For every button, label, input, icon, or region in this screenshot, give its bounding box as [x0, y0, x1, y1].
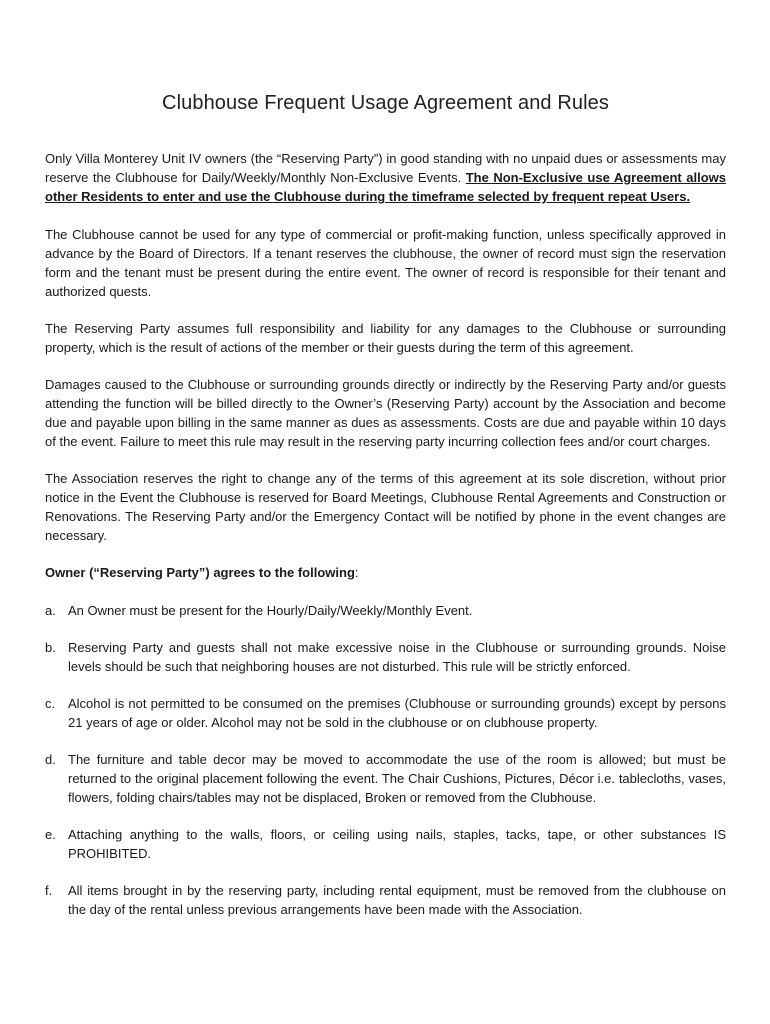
rule-marker: d.	[45, 752, 56, 767]
intro-emphasis: The Non-Exclusive use Agreement allows other Residents to enter and use the Clubhouse during the timeframe selected by frequent repeat Users.	[45, 170, 726, 204]
owner-agreement-heading	[45, 563, 726, 582]
rule-text: An Owner must be present for the Hourly/Daily/Weekly/Monthly Event.	[68, 603, 473, 618]
document-title: Clubhouse Frequent Usage Agreement and Rules	[162, 92, 609, 114]
rule-item-f	[45, 881, 726, 919]
intro-text: Only Villa Monterey Unit IV owners (the “Reserving Party”) in good standing with no unpaid dues or assessments may reserve the Clubhouse for Daily/Weekly/Monthly Non-Exclusive Events.	[45, 151, 726, 185]
rule-text: Alcohol is not permitted to be consumed on the premises (Clubhouse or surrounding grounds) except by persons 21 years of age or older. Alcohol may not be sold in the clubhouse or on clubhouse property.	[68, 696, 726, 730]
rule-marker: c.	[45, 696, 56, 711]
rule-text: Attaching anything to the walls, floors, or ceiling using nails, staples, tacks, tape, or other substances IS PROHIBITED.	[68, 827, 726, 861]
rule-marker: f.	[45, 883, 53, 898]
owner-heading-bold: Owner (“Reserving Party”) agrees to the following	[45, 565, 355, 580]
rule-marker: a.	[45, 603, 56, 618]
rule-text: Reserving Party and guests shall not make excessive noise in the Clubhouse or surrounding grounds. Noise levels should be such that neighboring houses are not disturbed. This rule will be strictly enforced.	[68, 640, 726, 674]
owner-heading-suffix: :	[354, 565, 359, 580]
rule-marker: e.	[45, 827, 56, 842]
paragraph-liability: The Reserving Party assumes full responsibility and liability for any damages to the Clubhouse or surrounding property, which is the result of actions of the member or their guests during the term of this agreement.	[45, 321, 726, 355]
document-page	[45, 92, 726, 937]
rule-marker: b.	[45, 640, 56, 655]
rule-text: All items brought in by the reserving party, including rental equipment, must be removed from the clubhouse on the day of the rental unless previous arrangements have been made with the Association.	[68, 883, 726, 917]
rule-item-c	[45, 694, 726, 732]
intro-paragraph	[45, 149, 726, 206]
paragraph-damages: Damages caused to the Clubhouse or surrounding grounds directly or indirectly by the Reserving Party and/or guests attending the function will be billed directly to the Owner’s (Reserving Party) account by the Association and become due and payable upon billing in the same manner as dues as assessments. Costs are due and payable within 10 days of the event. Failure to meet this rule may result in the reserving party incurring collection fees and/or court charges.	[45, 377, 726, 449]
rules-list	[45, 601, 726, 919]
rule-item-e	[45, 825, 726, 863]
rule-text: The furniture and table decor may be moved to accommodate the use of the room is allowed; but must be returned to the original placement following the event. The Chair Cushions, Pictures, Décor i.e. tablecloths, vases, flowers, folding chairs/tables may not be displaced, Broken or removed from the Clubhouse.	[68, 752, 726, 805]
rule-item-d	[45, 750, 726, 807]
rule-item-b	[45, 638, 726, 676]
paragraph-commercial-use: The Clubhouse cannot be used for any type of commercial or profit-making function, unless specifically approved in advance by the Board of Directors. If a tenant reserves the clubhouse, the owner of record must sign the reservation form and the tenant must be present during the entire event. The owner of record is responsible for their tenant and authorized quests.	[45, 227, 726, 299]
rule-item-a	[45, 601, 726, 620]
paragraph-association-rights: The Association reserves the right to change any of the terms of this agreement at its sole discretion, without prior notice in the Event the Clubhouse is reserved for Board Meetings, Clubhouse Rental Agreements and Construction or Renovations. The Reserving Party and/or the Emergency Contact will be notified by phone in the event changes are necessary.	[45, 471, 726, 543]
